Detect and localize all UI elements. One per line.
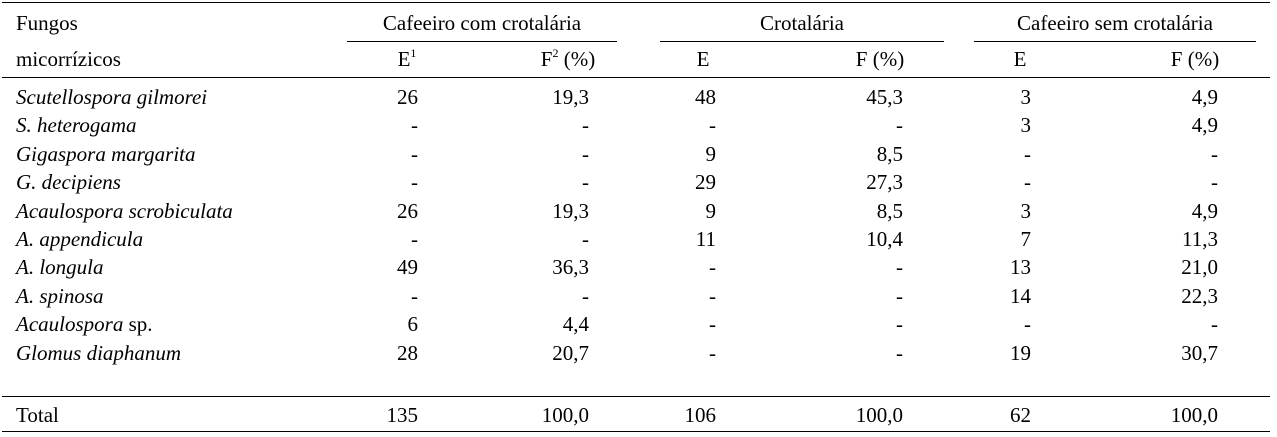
table-cell: - bbox=[1024, 141, 1031, 166]
group-rule-2 bbox=[660, 41, 944, 42]
table-cell: 36,3 bbox=[552, 255, 589, 280]
table-cell: 11,3 bbox=[1182, 227, 1218, 251]
species-name bbox=[16, 169, 121, 195]
table-cell: 19,3 bbox=[552, 198, 589, 223]
subheader-f: F (%) bbox=[1170, 47, 1220, 71]
table-cell: 21,0 bbox=[1181, 255, 1218, 280]
species-name-italic: A. longula bbox=[16, 255, 104, 280]
table-cell: - bbox=[896, 340, 903, 365]
species-name-italic: A. spinosa bbox=[16, 283, 104, 308]
group-header-crotalaria: Crotalária bbox=[760, 11, 844, 35]
table-cell: 4,4 bbox=[562, 312, 589, 337]
group-header-cafeeiro-com-crotalaria: Cafeeiro com crotalária bbox=[382, 11, 582, 35]
table-cell: 45,3 bbox=[866, 85, 903, 109]
table-cell: - bbox=[1024, 312, 1031, 337]
table-cell: 49 bbox=[397, 255, 418, 280]
table-cell: 3 bbox=[1020, 198, 1031, 223]
subheader-f: F (%) bbox=[855, 47, 905, 71]
table-cell: - bbox=[411, 283, 418, 308]
subheader-e-footnoted: $E^1$ bbox=[397, 46, 417, 71]
table-cell: - bbox=[411, 113, 418, 138]
total-label: Total bbox=[16, 403, 59, 427]
total-cell: 100,0 bbox=[855, 403, 903, 427]
table-cell: - bbox=[896, 113, 903, 138]
table-cell: 26 bbox=[397, 198, 418, 223]
table-cell: 3 bbox=[1020, 113, 1031, 138]
table-cell: 19 bbox=[1010, 340, 1031, 365]
species-name-italic: G. decipiens bbox=[16, 170, 121, 195]
group-header-cafeeiro-sem-crotalaria: Cafeeiro sem crotalária bbox=[1017, 11, 1213, 35]
header-first-col-line1: Fungos bbox=[16, 11, 78, 35]
species-name bbox=[16, 226, 143, 252]
table-cell: 7 bbox=[1020, 227, 1031, 251]
header-bottom-rule bbox=[2, 77, 1270, 78]
table-cell: 30,7 bbox=[1181, 340, 1218, 365]
total-cell: 106 bbox=[684, 403, 716, 427]
species-name-italic: Gigaspora margarita bbox=[16, 141, 196, 166]
table-cell: 4,9 bbox=[1191, 113, 1218, 138]
header-first-col-line2: micorrízicos bbox=[16, 47, 121, 71]
table-cell: 27,3 bbox=[866, 170, 903, 195]
total-cell: 100,0 bbox=[541, 403, 589, 427]
total-cell: 135 bbox=[386, 403, 418, 427]
table-cell: 4,9 bbox=[1191, 198, 1218, 223]
table-cell: - bbox=[411, 227, 418, 251]
species-name-suffix: sp. bbox=[123, 312, 153, 337]
species-name bbox=[16, 340, 181, 366]
top-rule bbox=[2, 2, 1270, 3]
table-cell: 6 bbox=[407, 312, 418, 337]
species-name bbox=[16, 198, 233, 224]
species-name-italic: A. appendicula bbox=[16, 227, 144, 251]
subheader-e: E bbox=[696, 47, 710, 71]
table-cell: - bbox=[896, 312, 903, 337]
table-cell: 10,4 bbox=[866, 227, 903, 251]
total-cell: 62 bbox=[1010, 403, 1031, 427]
species-name-italic: Scutellospora gilmorei bbox=[16, 85, 208, 109]
table-cell: - bbox=[582, 227, 589, 251]
table-cell: - bbox=[709, 113, 716, 138]
table-cell: - bbox=[1024, 170, 1031, 195]
table-cell: 9 bbox=[705, 198, 716, 223]
total-top-rule bbox=[2, 396, 1270, 397]
table-cell: - bbox=[1211, 312, 1218, 337]
table-cell: - bbox=[1211, 141, 1218, 166]
species-name-italic: Acaulospora bbox=[16, 312, 124, 337]
table-cell: 29 bbox=[695, 170, 716, 195]
table-cell: 48 bbox=[695, 85, 716, 109]
table-cell: - bbox=[411, 141, 418, 166]
species-name bbox=[16, 141, 196, 167]
species-name-italic: S. heterogama bbox=[16, 113, 137, 138]
table-cell: - bbox=[582, 170, 589, 195]
table-cell: 20,7 bbox=[552, 340, 589, 365]
species-name-italic: Acaulospora scrobiculata bbox=[16, 198, 233, 223]
table-cell: - bbox=[709, 255, 716, 280]
species-name bbox=[16, 254, 104, 280]
table-cell: - bbox=[709, 312, 716, 337]
table-cell: - bbox=[896, 283, 903, 308]
table-cell: - bbox=[709, 283, 716, 308]
species-name bbox=[16, 112, 137, 138]
table-cell: - bbox=[709, 340, 716, 365]
table-cell: 26 bbox=[397, 85, 418, 109]
table-cell: 8,5 bbox=[876, 141, 903, 166]
table-cell: 9 bbox=[705, 141, 716, 166]
table-cell: 19,3 bbox=[552, 85, 589, 109]
table-cell: - bbox=[582, 113, 589, 138]
total-cell: 100,0 bbox=[1170, 403, 1218, 427]
group-rule-1 bbox=[347, 41, 617, 42]
species-name bbox=[16, 84, 207, 110]
table-cell: - bbox=[582, 283, 589, 308]
table-cell: - bbox=[411, 170, 418, 195]
table-cell: - bbox=[1211, 170, 1218, 195]
table-cell: 11 bbox=[695, 227, 716, 251]
table-cell: 4,9 bbox=[1191, 85, 1218, 109]
table-cell: 3 bbox=[1020, 85, 1031, 109]
species-name-italic: Glomus diaphanum bbox=[16, 340, 182, 365]
table-cell: - bbox=[896, 255, 903, 280]
table-cell: 14 bbox=[1010, 283, 1031, 308]
bottom-rule bbox=[2, 431, 1270, 432]
species-name bbox=[16, 311, 153, 337]
subheader-f-footnoted: $F^2$ (%) bbox=[540, 46, 596, 71]
table-cell: 22,3 bbox=[1181, 283, 1218, 308]
table-cell: - bbox=[582, 141, 589, 166]
species-name bbox=[16, 283, 104, 309]
subheader-e: E bbox=[1013, 47, 1027, 71]
table-cell: 28 bbox=[397, 340, 418, 365]
table-cell: 13 bbox=[1010, 255, 1031, 280]
group-rule-3 bbox=[974, 41, 1256, 42]
table-cell: 8,5 bbox=[876, 198, 903, 223]
